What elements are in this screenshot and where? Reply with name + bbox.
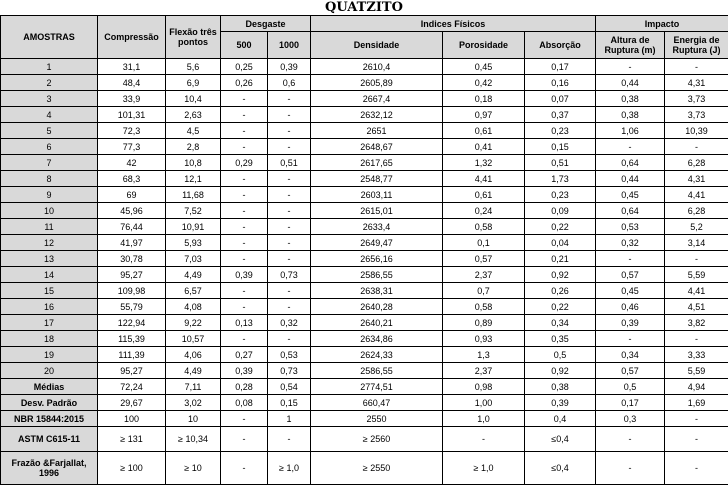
table-cell: 0,73 <box>268 267 311 283</box>
table-cell: - <box>665 427 728 452</box>
table-row <box>1 203 728 219</box>
table-cell: ≥ 1,0 <box>268 452 311 485</box>
table-cell: 0,15 <box>268 395 311 411</box>
table-body <box>1 59 728 485</box>
sample-number: 18 <box>1 331 98 347</box>
table-cell: - <box>221 427 268 452</box>
table-cell: ≥ 10,34 <box>166 427 221 452</box>
quartzite-data-table <box>0 15 728 485</box>
table-cell: 0,39 <box>596 315 665 331</box>
summary-row <box>1 379 728 395</box>
table-cell: 1,3 <box>443 347 525 363</box>
table-row <box>1 171 728 187</box>
table-cell: - <box>596 251 665 267</box>
table-cell: - <box>665 452 728 485</box>
table-cell: 0,42 <box>443 75 525 91</box>
table-cell: 0,23 <box>525 123 596 139</box>
table-cell: 0,98 <box>443 379 525 395</box>
table-cell: - <box>596 427 665 452</box>
table-cell: 0,21 <box>525 251 596 267</box>
header-desgaste-500: 500 <box>221 32 268 59</box>
table-cell: ≥ 131 <box>98 427 166 452</box>
table-cell: 0,28 <box>221 379 268 395</box>
table-cell: - <box>221 187 268 203</box>
table-cell: - <box>596 139 665 155</box>
table-cell: - <box>268 107 311 123</box>
table-cell: 2667,4 <box>311 91 443 107</box>
table-cell: 0,58 <box>443 219 525 235</box>
table-cell: 2651 <box>311 123 443 139</box>
table-cell: 1,69 <box>665 395 728 411</box>
table-cell: 0,23 <box>525 187 596 203</box>
table-cell: 2610,4 <box>311 59 443 75</box>
table-cell: 4,31 <box>665 171 728 187</box>
table-cell: - <box>268 219 311 235</box>
table-cell: - <box>268 123 311 139</box>
table-cell: - <box>268 171 311 187</box>
table-cell: 68,3 <box>98 171 166 187</box>
table-cell: 0,27 <box>221 347 268 363</box>
table-cell: 2640,21 <box>311 315 443 331</box>
table-cell: 2,37 <box>443 363 525 379</box>
table-cell: - <box>221 452 268 485</box>
table-cell: 0,18 <box>443 91 525 107</box>
table-cell: - <box>665 251 728 267</box>
table-cell: 0,61 <box>443 123 525 139</box>
table-cell: 2617,65 <box>311 155 443 171</box>
table-cell: 5,2 <box>665 219 728 235</box>
table-cell: 4,08 <box>166 299 221 315</box>
table-cell: 3,73 <box>665 91 728 107</box>
table-cell: 4,49 <box>166 267 221 283</box>
table-cell: 0,44 <box>596 75 665 91</box>
table-cell: 0,39 <box>221 267 268 283</box>
table-cell: 10,39 <box>665 123 728 139</box>
table-cell: - <box>268 203 311 219</box>
table-cell: 0,51 <box>268 155 311 171</box>
table-cell: 5,93 <box>166 235 221 251</box>
table-cell: 0,97 <box>443 107 525 123</box>
table-cell: 0,57 <box>596 363 665 379</box>
sample-number: 19 <box>1 347 98 363</box>
table-cell: - <box>268 139 311 155</box>
table-cell: 0,41 <box>443 139 525 155</box>
table-cell: 12,1 <box>166 171 221 187</box>
table-cell: - <box>665 331 728 347</box>
table-cell: 7,03 <box>166 251 221 267</box>
header-porosidade: Porosidade <box>443 32 525 59</box>
table-cell: - <box>221 299 268 315</box>
table-cell: 0,24 <box>443 203 525 219</box>
table-cell: - <box>221 331 268 347</box>
table-cell: 0,44 <box>596 171 665 187</box>
table-row <box>1 235 728 251</box>
sample-number: 6 <box>1 139 98 155</box>
table-cell: 4,94 <box>665 379 728 395</box>
table-cell: 2586,55 <box>311 363 443 379</box>
table-row <box>1 59 728 75</box>
sample-number: 3 <box>1 91 98 107</box>
header-indices-fisicos: Indices Físicos <box>311 16 596 32</box>
sample-number: 17 <box>1 315 98 331</box>
table-cell: 2634,86 <box>311 331 443 347</box>
table-cell: 0,61 <box>443 187 525 203</box>
table-cell: 0,54 <box>268 379 311 395</box>
table-cell: 0,39 <box>221 363 268 379</box>
table-cell: ≤0,4 <box>525 452 596 485</box>
table-cell: 0,08 <box>221 395 268 411</box>
table-cell: 0,5 <box>596 379 665 395</box>
table-cell: 0,58 <box>443 299 525 315</box>
table-cell: - <box>665 59 728 75</box>
table-cell: 0,09 <box>525 203 596 219</box>
table-cell: 10,8 <box>166 155 221 171</box>
table-cell: 0,1 <box>443 235 525 251</box>
table-cell: 0,57 <box>596 267 665 283</box>
table-cell: 1 <box>268 411 311 427</box>
table-row <box>1 91 728 107</box>
summary-label: Desv. Padrão <box>1 395 98 411</box>
table-cell: 0,64 <box>596 155 665 171</box>
table-cell: - <box>221 107 268 123</box>
table-cell: 4,49 <box>166 363 221 379</box>
table-cell: 72,24 <box>98 379 166 395</box>
table-cell: 0,32 <box>596 235 665 251</box>
header-amostras: AMOSTRAS <box>1 16 98 59</box>
table-cell: ≥ 10 <box>166 452 221 485</box>
summary-label: NBR 15844:2015 <box>1 411 98 427</box>
sample-number: 10 <box>1 203 98 219</box>
table-cell: 2,8 <box>166 139 221 155</box>
table-cell: 660,47 <box>311 395 443 411</box>
table-row <box>1 347 728 363</box>
table-cell: 111,39 <box>98 347 166 363</box>
table-cell: - <box>221 411 268 427</box>
header-compressao: Compressão <box>98 16 166 59</box>
table-cell: 10,57 <box>166 331 221 347</box>
sample-number: 16 <box>1 299 98 315</box>
header-densidade: Densidade <box>311 32 443 59</box>
table-cell: 2550 <box>311 411 443 427</box>
table-cell: 1,32 <box>443 155 525 171</box>
table-cell: 2586,55 <box>311 267 443 283</box>
table-cell: 48,4 <box>98 75 166 91</box>
table-cell: 0,25 <box>221 59 268 75</box>
sample-number: 8 <box>1 171 98 187</box>
table-cell: 2648,67 <box>311 139 443 155</box>
table-cell: 1,00 <box>443 395 525 411</box>
table-cell: 0,3 <box>596 411 665 427</box>
table-cell: - <box>221 283 268 299</box>
table-cell: 0,89 <box>443 315 525 331</box>
table-row <box>1 187 728 203</box>
table-cell: 3,02 <box>166 395 221 411</box>
table-cell: 0,51 <box>525 155 596 171</box>
table-cell: 0,37 <box>525 107 596 123</box>
table-cell: 2603,11 <box>311 187 443 203</box>
table-row <box>1 123 728 139</box>
sample-number: 4 <box>1 107 98 123</box>
header-desgaste-1000: 1000 <box>268 32 311 59</box>
table-cell: 29,67 <box>98 395 166 411</box>
sample-number: 2 <box>1 75 98 91</box>
table-cell: 6,28 <box>665 155 728 171</box>
table-cell: - <box>268 187 311 203</box>
table-cell: - <box>221 139 268 155</box>
table-cell: 2,63 <box>166 107 221 123</box>
table-cell: - <box>268 251 311 267</box>
table-cell: 72,3 <box>98 123 166 139</box>
sample-number: 7 <box>1 155 98 171</box>
table-cell: 0,39 <box>525 395 596 411</box>
table-cell: - <box>596 452 665 485</box>
table-cell: 2,37 <box>443 267 525 283</box>
table-cell: 6,57 <box>166 283 221 299</box>
table-cell: 3,14 <box>665 235 728 251</box>
table-cell: 2605,89 <box>311 75 443 91</box>
table-cell: 2638,31 <box>311 283 443 299</box>
table-cell: 4,06 <box>166 347 221 363</box>
table-cell: 4,51 <box>665 299 728 315</box>
table-cell: 109,98 <box>98 283 166 299</box>
table-cell: 0,34 <box>596 347 665 363</box>
summary-row <box>1 395 728 411</box>
table-cell: 95,27 <box>98 363 166 379</box>
table-cell: 10,4 <box>166 91 221 107</box>
table-cell: 122,94 <box>98 315 166 331</box>
table-cell: 2633,4 <box>311 219 443 235</box>
table-cell: 3,82 <box>665 315 728 331</box>
table-cell: 101,31 <box>98 107 166 123</box>
sample-number: 11 <box>1 219 98 235</box>
table-cell: ≥ 1,0 <box>443 452 525 485</box>
table-cell: 0,45 <box>596 283 665 299</box>
summary-label: Frazão &Farjallat, 1996 <box>1 452 98 485</box>
table-cell: 55,79 <box>98 299 166 315</box>
table-cell: 6,28 <box>665 203 728 219</box>
table-cell: 0,17 <box>525 59 596 75</box>
table-cell: 2640,28 <box>311 299 443 315</box>
table-cell: 0,35 <box>525 331 596 347</box>
table-cell: - <box>268 331 311 347</box>
table-cell: - <box>221 219 268 235</box>
table-row <box>1 75 728 91</box>
table-cell: 0,22 <box>525 299 596 315</box>
table-cell: - <box>443 427 525 452</box>
table-cell: 5,59 <box>665 267 728 283</box>
table-cell: 1,06 <box>596 123 665 139</box>
table-cell: 4,31 <box>665 75 728 91</box>
sample-number: 1 <box>1 59 98 75</box>
table-cell: 41,97 <box>98 235 166 251</box>
table-cell: 42 <box>98 155 166 171</box>
table-cell: 0,13 <box>221 315 268 331</box>
table-cell: 95,27 <box>98 267 166 283</box>
table-cell: 1,73 <box>525 171 596 187</box>
table-row <box>1 267 728 283</box>
header-altura-ruptura: Altura de Ruptura (m) <box>596 32 665 59</box>
table-cell: 0,22 <box>525 219 596 235</box>
sample-number: 9 <box>1 187 98 203</box>
table-cell: 0,38 <box>596 107 665 123</box>
table-cell: 31,1 <box>98 59 166 75</box>
table-cell: 0,57 <box>443 251 525 267</box>
table-cell: 7,52 <box>166 203 221 219</box>
table-cell: 2615,01 <box>311 203 443 219</box>
table-cell: 0,17 <box>596 395 665 411</box>
table-cell: 9,22 <box>166 315 221 331</box>
table-cell: ≤0,4 <box>525 427 596 452</box>
table-cell: 2624,33 <box>311 347 443 363</box>
table-cell: 7,11 <box>166 379 221 395</box>
table-cell: 0,38 <box>525 379 596 395</box>
table-row <box>1 107 728 123</box>
sample-number: 12 <box>1 235 98 251</box>
table-cell: - <box>221 123 268 139</box>
table-cell: 0,64 <box>596 203 665 219</box>
table-cell: 0,92 <box>525 363 596 379</box>
summary-label: Médias <box>1 379 98 395</box>
table-cell: 0,5 <box>525 347 596 363</box>
sample-number: 14 <box>1 267 98 283</box>
table-cell: 0,7 <box>443 283 525 299</box>
table-cell: - <box>596 59 665 75</box>
table-cell: 0,45 <box>596 187 665 203</box>
table-cell: 4,41 <box>443 171 525 187</box>
table-cell: 45,96 <box>98 203 166 219</box>
header-impacto: Impacto <box>596 16 728 32</box>
table-cell: 0,93 <box>443 331 525 347</box>
table-row <box>1 219 728 235</box>
table-cell: 76,44 <box>98 219 166 235</box>
table-cell: 115,39 <box>98 331 166 347</box>
header-absorcao: Absorção <box>525 32 596 59</box>
table-cell: 0,15 <box>525 139 596 155</box>
table-cell: - <box>268 427 311 452</box>
table-cell: - <box>268 91 311 107</box>
table-row <box>1 283 728 299</box>
summary-label: ASTM C615-11 <box>1 427 98 452</box>
table-cell: 5,6 <box>166 59 221 75</box>
table-cell: 2548,77 <box>311 171 443 187</box>
table-cell: 0,16 <box>525 75 596 91</box>
table-cell: 1,0 <box>443 411 525 427</box>
sample-number: 5 <box>1 123 98 139</box>
table-cell: - <box>221 251 268 267</box>
table-cell: - <box>665 411 728 427</box>
table-cell: 5,59 <box>665 363 728 379</box>
table-cell: 0,34 <box>525 315 596 331</box>
table-row <box>1 139 728 155</box>
table-cell: 100 <box>98 411 166 427</box>
table-cell: - <box>268 283 311 299</box>
table-cell: 10 <box>166 411 221 427</box>
table-row <box>1 363 728 379</box>
table-cell: 10,91 <box>166 219 221 235</box>
sample-number: 15 <box>1 283 98 299</box>
table-cell: - <box>221 91 268 107</box>
table-row <box>1 331 728 347</box>
table-cell: - <box>596 331 665 347</box>
table-cell: 0,39 <box>268 59 311 75</box>
summary-row <box>1 411 728 427</box>
table-cell: 4,41 <box>665 283 728 299</box>
table-cell: 3,33 <box>665 347 728 363</box>
table-cell: 0,26 <box>525 283 596 299</box>
table-cell: 2649,47 <box>311 235 443 251</box>
table-title: QUATZITO <box>0 0 728 15</box>
table-cell: 2656,16 <box>311 251 443 267</box>
table-cell: ≥ 100 <box>98 452 166 485</box>
table-cell: 0,53 <box>268 347 311 363</box>
table-row <box>1 299 728 315</box>
table-cell: 0,04 <box>525 235 596 251</box>
table-cell: 0,38 <box>596 91 665 107</box>
table-cell: 0,4 <box>525 411 596 427</box>
header-flexao: Flexão três pontos <box>166 16 221 59</box>
table-row <box>1 155 728 171</box>
table-cell: 33,9 <box>98 91 166 107</box>
table-cell: 0,29 <box>221 155 268 171</box>
table-cell: 0,45 <box>443 59 525 75</box>
sample-number: 13 <box>1 251 98 267</box>
table-cell: 4,41 <box>665 187 728 203</box>
table-cell: 0,46 <box>596 299 665 315</box>
header-energia-ruptura: Energia de Ruptura (J) <box>665 32 728 59</box>
table-cell: - <box>221 171 268 187</box>
table-cell: 4,5 <box>166 123 221 139</box>
table-cell: ≥ 2550 <box>311 452 443 485</box>
table-cell: 0,26 <box>221 75 268 91</box>
table-cell: 77,3 <box>98 139 166 155</box>
table-row <box>1 251 728 267</box>
table-cell: 0,92 <box>525 267 596 283</box>
table-cell: 69 <box>98 187 166 203</box>
table-row <box>1 315 728 331</box>
summary-row <box>1 427 728 452</box>
table-cell: 11,68 <box>166 187 221 203</box>
table-cell: 0,73 <box>268 363 311 379</box>
header-desgaste: Desgaste <box>221 16 311 32</box>
table-cell: 0,6 <box>268 75 311 91</box>
table-cell: 0,07 <box>525 91 596 107</box>
table-cell: 3,73 <box>665 107 728 123</box>
table-cell: 0,32 <box>268 315 311 331</box>
summary-row <box>1 452 728 485</box>
table-cell: - <box>665 139 728 155</box>
sample-number: 20 <box>1 363 98 379</box>
table-cell: 30,78 <box>98 251 166 267</box>
table-cell: ≥ 2560 <box>311 427 443 452</box>
table-cell: - <box>221 235 268 251</box>
table-cell: 0,53 <box>596 219 665 235</box>
table-cell: 6,9 <box>166 75 221 91</box>
table-cell: - <box>221 203 268 219</box>
table-cell: 2774,51 <box>311 379 443 395</box>
table-cell: - <box>268 235 311 251</box>
table-cell: - <box>268 299 311 315</box>
table-cell: 2632,12 <box>311 107 443 123</box>
